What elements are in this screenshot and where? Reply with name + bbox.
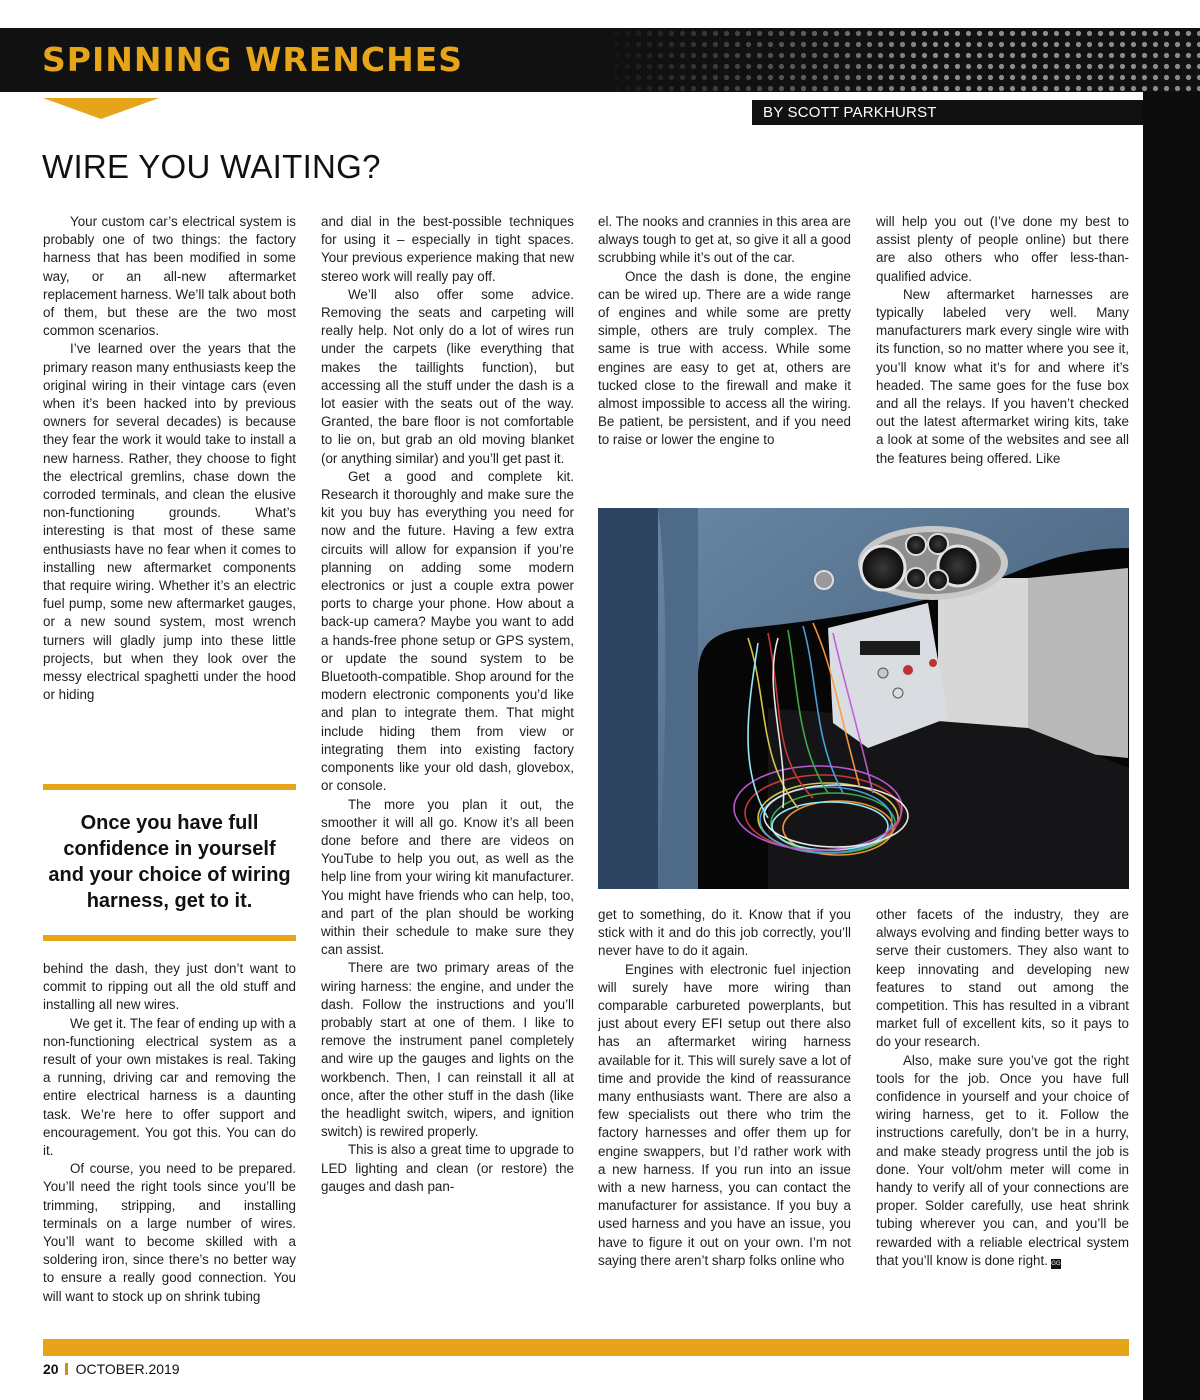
paragraph: We get it. The fear of ending up with a non-functioning electrical system as a result of your own mistakes is real. Taking a running, driving car and removing the entire electrical harness is a daunting task. We’re here to offer support and encouragement. You got this. You can do it. xyxy=(43,1015,296,1159)
column-1-top xyxy=(43,213,296,769)
paragraph: There are two primary areas of the wiring harness: the engine, and under the dash. Follow the instructions and you’ll probably start at one of them. I like to remove the instrument panel completely and wire up the gauges and lights on the workbench. Then, I can reinstall it all at once, after the other stuff in the dash (like the headlight switch, wipers, and ignition switch) is rewired properly. xyxy=(321,960,574,1140)
dashboard-wiring-photo xyxy=(598,508,1129,889)
paragraph: I’ve learned over the years that the primary reason many enthusiasts keep the original wiring in their vintage cars (even when it’s been hacked into by previous owners for several decades) is because they fear the work it would take to install a new harness. Rather, they choose to fight the electrical gremlins, chase down the corroded terminals, and clean the elusive non-functioning grounds. What’s interesting is that most of these same enthusiasts have no fear when it comes to installing new aftermarket components that require wiring. Whether it’s an electric fuel pump, some new aftermarket gauges, or a new sound system, most wrench turners will gladly jump into these little projects, but when they look over the messy electrical spaghetti under the hood or hiding xyxy=(43,341,296,703)
paragraph: Your custom car’s electrical system is probably one of two things: the factory harness that has been modified in some way, or an all-new aftermarket replacement harness. We’ll talk about both of them, but these are the two most common scenarios. xyxy=(43,214,296,339)
paragraph: Once the dash is done, the engine can be wired up. There are a wide range of engines and while some are pretty simple, others are truly complex. The same is true with access. While some engines are easy to get at, others are tucked close to the firewall and make it almost impossible to access all the wiring. Be patient, be persistent, and if you need to raise or lower the engine to xyxy=(598,268,851,448)
folio xyxy=(43,1361,180,1377)
halftone-dot-pattern xyxy=(600,28,1200,92)
page-edge-bar xyxy=(1143,92,1200,1400)
paragraph: Get a good and complete kit. Research it thoroughly and make sure the kit you buy has everything you need for now and the future. Having a few extra circuits will allow for expansion if you’re planning on adding some modern electronics or just a couple extra power ports to charge your phone. How about a back-up camera? Maybe you want to add a hands-free phone setup or GPS system, or update the sound system to be Bluetooth-compatible. Shop around for the modern electronic components you’d like and plan to integrate them. That might include hiding them from view or integrating them into existing factory components like your old dash, glovebox, or console. xyxy=(321,468,574,794)
paragraph: New aftermarket harnesses are typically labeled very well. Many manufacturers mark every single wire with its function, so no matter where you see it, you’ll know what it’s for and where it’s headed. The same goes for the fuse box and all the relays. If you haven’t checked out the latest aftermarket wiring kits, take a look at some of the websites and see all the features being offered. Like xyxy=(876,286,1129,466)
pull-quote-bottom-rule xyxy=(43,935,296,941)
column-3-top xyxy=(598,213,851,488)
byline: BY SCOTT PARKHURST xyxy=(752,100,1143,125)
end-mark-icon: GG xyxy=(1051,1260,1061,1267)
paragraph: el. The nooks and crannies in this area are always tough to get at, so give it all a good scrubbing while it’s out of the car. xyxy=(598,214,851,266)
column-1-bottom xyxy=(43,960,296,1330)
pull-quote-top-rule xyxy=(43,784,296,790)
down-arrow-icon xyxy=(43,98,159,119)
paragraph: The more you plan it out, the smoother it will all go. Know it’s all been done before and there are videos on YouTube to help you out, as well as the help line from your wiring kit manufacturer. You might have friends who can help, too, and part of the plan should be working within their schedule to make sure they can assist. xyxy=(321,796,574,958)
paragraph xyxy=(876,1052,1129,1270)
section-title: SPINNING WRENCHES xyxy=(42,40,464,79)
paragraph: other facets of the industry, they are always evolving and finding better ways to serve their customers. They also want to keep innovating and developing new features to stand out among the competition. This has resulted in a vibrant market full of excellent kits, so it pays to do your research. xyxy=(876,907,1129,1050)
issue-date: OCTOBER.2019 xyxy=(75,1361,180,1377)
column-4-bottom xyxy=(876,906,1129,1330)
column-2 xyxy=(321,213,574,1330)
paragraph: We’ll also offer some advice. Removing the seats and carpeting will really help. Not only do a lot of wires run under the carpets (like everything that makes the taillights function), but accessing all the stuff under the dash is a lot easier with the seats out of the way. Granted, the bare floor is not comfortable to lie on, but grab an old moving blanket (or anything similar) and you’ll get past it. xyxy=(321,286,574,466)
paragraph: and dial in the best-possible techniques for using it – especially in tight spaces. Your previous experience making that new stereo work will really pay off. xyxy=(321,214,574,284)
paragraph: This is also a great time to upgrade to LED lighting and clean (or restore) the gauges and dash pan- xyxy=(321,1142,574,1194)
footer-rule xyxy=(43,1339,1129,1356)
paragraph: get to something, do it. Know that if you stick with it and do this job correctly, you’ll never have to do it again. xyxy=(598,907,851,959)
pull-quote: Once you have full confidence in yourself and your choice of wiring harness, get to it. xyxy=(48,812,291,912)
paragraph: behind the dash, they just don’t want to commit to ripping out all the old stuff and installing all new wires. xyxy=(43,961,296,1013)
folio-separator xyxy=(65,1363,68,1375)
paragraph: will help you out (I’ve done my best to assist plenty of people online) but there are also others who offer less-than-qualified advice. xyxy=(876,214,1129,284)
article-headline: WIRE YOU WAITING? xyxy=(42,148,381,185)
paragraph: Of course, you need to be prepared. You’ll need the right tools since you’ll be trimming, stripping, and installing terminals on a large number of wires. You’ll want to become skilled with a soldering iron, since there’s no better way to ensure a really good connection. You will want to stock up on shrink tubing xyxy=(43,1161,296,1304)
paragraph: Engines with electronic fuel injection will surely have more wiring than comparable carbureted powerplants, but just about every EFI setup out there also has an aftermarket wiring harness available for it. This will surely save a lot of time and provide the kind of reassurance many enthusiasts want. There are also a few specialists out there who trim the factory harnesses and offer them up for engine swappers, but I’d rather work with a new harness. If you run into an issue with a new harness, you can contact the manufacturer for assistance. If you buy a used harness and you have an issue, you have to figure it out on your own. I’m not saying there aren’t sharp folks online who xyxy=(598,961,851,1268)
page-number: 20 xyxy=(43,1361,59,1377)
paragraph-text: Also, make sure you’ve got the right tools for the job. Once you have full confidence in yourself and your choice of wiring harness, get to it. Follow the instructions carefully, don’t be in a hurry, and make steady progress until the job is done. Your volt/ohm meter will come in handy to verify all of your connections are proper. Solder carefully, use heat shrink tubing wherever you can, and you’ll be rewarded with a reliable electrical system that you’ll know is done right. xyxy=(876,1052,1129,1268)
column-3-bottom xyxy=(598,906,851,1330)
column-4-top xyxy=(876,213,1129,488)
dashboard-wiring-illustration xyxy=(598,508,1129,889)
